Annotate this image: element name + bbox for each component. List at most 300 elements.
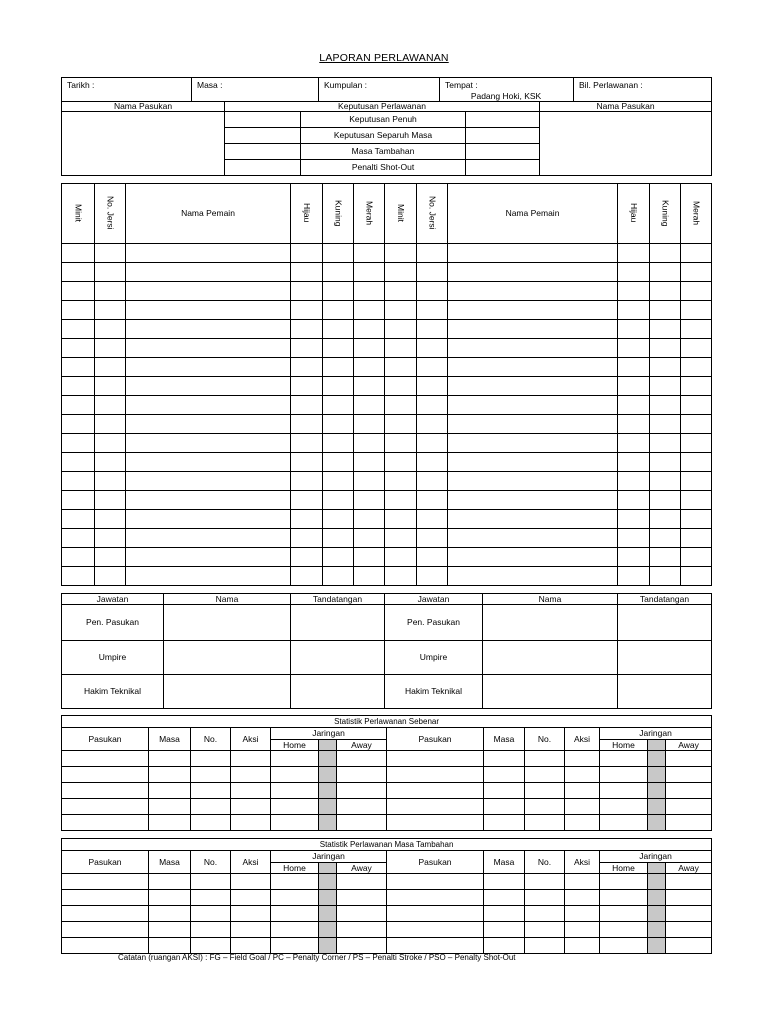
player-row — [62, 472, 712, 491]
right-no-cell — [525, 938, 565, 954]
right-no-cell — [525, 783, 565, 799]
right-merah-cell — [681, 358, 712, 377]
right-pasukan-cell — [387, 815, 484, 831]
left-merah-cell — [354, 320, 385, 339]
left-merah-cell — [354, 491, 385, 510]
right-minit-cell — [385, 529, 417, 548]
right-nama-pemain-cell — [448, 453, 618, 472]
right-kuning-cell — [650, 529, 681, 548]
score-right-cell — [466, 112, 540, 128]
left-home-cell — [271, 938, 319, 954]
signature-cell — [618, 675, 712, 709]
right-minit-cell — [385, 244, 417, 263]
masa-field: Masa : — [192, 78, 319, 102]
left-kuning-cell — [323, 339, 354, 358]
score-right-cell — [466, 128, 540, 144]
left-home-cell — [271, 815, 319, 831]
form-title: LAPORAN PERLAWANAN — [319, 52, 449, 64]
left-jersi-cell — [95, 510, 126, 529]
stats-table-regular — [61, 715, 712, 831]
left-merah-cell — [354, 263, 385, 282]
score-divider — [319, 815, 337, 831]
right-hijau-cell — [618, 320, 650, 339]
col-header-merah-label: Merah — [691, 200, 702, 225]
score-divider — [319, 767, 337, 783]
left-aksi-cell — [231, 938, 271, 954]
left-aksi-cell — [231, 751, 271, 767]
score-divider — [648, 783, 666, 799]
left-kuning-cell — [323, 510, 354, 529]
right-home-cell — [600, 799, 648, 815]
col-header-hijau — [291, 184, 323, 244]
left-home-cell — [271, 799, 319, 815]
left-masa-cell — [149, 751, 191, 767]
score-divider — [648, 874, 666, 890]
right-away-cell — [666, 890, 712, 906]
right-merah-cell — [681, 491, 712, 510]
right-kuning-cell — [650, 358, 681, 377]
right-home-cell — [600, 751, 648, 767]
right-hijau-cell — [618, 434, 650, 453]
stats-row — [62, 922, 712, 938]
col-header-merah — [681, 184, 712, 244]
right-jersi-cell — [417, 567, 448, 586]
col-header-tandatangan: Tandatangan — [291, 594, 385, 605]
col-header-jawatan: Jawatan — [62, 594, 164, 605]
signature-cell — [291, 675, 385, 709]
left-pasukan-cell — [62, 874, 149, 890]
left-away-cell — [337, 815, 387, 831]
left-jersi-cell — [95, 434, 126, 453]
player-row — [62, 453, 712, 472]
col-header-kuning — [323, 184, 354, 244]
right-hijau-cell — [618, 282, 650, 301]
right-merah-cell — [681, 396, 712, 415]
right-jersi-cell — [417, 453, 448, 472]
left-jersi-cell — [95, 339, 126, 358]
left-hijau-cell — [291, 282, 323, 301]
left-home-cell — [271, 922, 319, 938]
right-kuning-cell — [650, 548, 681, 567]
official-name-cell — [483, 605, 618, 641]
right-home-cell — [600, 922, 648, 938]
left-merah-cell — [354, 415, 385, 434]
col-header-home: Home — [271, 740, 319, 751]
right-aksi-cell — [565, 890, 600, 906]
left-minit-cell — [62, 244, 95, 263]
stats-row — [62, 874, 712, 890]
stats-title: Statistik Perlawanan Masa Tambahan — [62, 839, 712, 851]
col-header-minit-label: Minit — [395, 203, 406, 222]
official-name-cell — [483, 641, 618, 675]
right-merah-cell — [681, 282, 712, 301]
right-minit-cell — [385, 396, 417, 415]
right-merah-cell — [681, 377, 712, 396]
col-header-tandatangan: Tandatangan — [618, 594, 712, 605]
col-header-nama: Nama — [164, 594, 291, 605]
result-row-label: Keputusan Separuh Masa — [301, 128, 466, 144]
player-row — [62, 339, 712, 358]
right-masa-cell — [484, 815, 525, 831]
left-kuning-cell — [323, 472, 354, 491]
left-kuning-cell — [323, 529, 354, 548]
col-header-masa: Masa — [484, 851, 525, 874]
col-header-minit — [385, 184, 417, 244]
player-row — [62, 301, 712, 320]
right-hijau-cell — [618, 263, 650, 282]
col-header-merah-label: Merah — [364, 200, 375, 225]
right-away-cell — [666, 922, 712, 938]
left-merah-cell — [354, 453, 385, 472]
right-pasukan-cell — [387, 874, 484, 890]
right-merah-cell — [681, 567, 712, 586]
left-no-cell — [191, 890, 231, 906]
right-jersi-cell — [417, 263, 448, 282]
left-hijau-cell — [291, 320, 323, 339]
match-info-table — [61, 77, 712, 176]
left-jersi-cell — [95, 567, 126, 586]
official-name-cell — [164, 641, 291, 675]
col-header-home: Home — [600, 863, 648, 874]
right-kuning-cell — [650, 567, 681, 586]
stats-row — [62, 938, 712, 954]
stats-row — [62, 890, 712, 906]
left-hijau-cell — [291, 472, 323, 491]
left-jersi-cell — [95, 244, 126, 263]
score-right-cell — [466, 160, 540, 176]
left-hijau-cell — [291, 263, 323, 282]
right-no-cell — [525, 874, 565, 890]
right-minit-cell — [385, 339, 417, 358]
left-masa-cell — [149, 922, 191, 938]
left-jersi-cell — [95, 282, 126, 301]
right-jersi-cell — [417, 377, 448, 396]
tarikh-field: Tarikh : — [62, 78, 192, 102]
left-minit-cell — [62, 548, 95, 567]
right-nama-pemain-cell — [448, 396, 618, 415]
col-header-aksi: Aksi — [231, 728, 271, 751]
player-row — [62, 529, 712, 548]
left-kuning-cell — [323, 377, 354, 396]
col-header-hijau — [618, 184, 650, 244]
right-masa-cell — [484, 906, 525, 922]
right-home-cell — [600, 906, 648, 922]
left-kuning-cell — [323, 282, 354, 301]
left-nama-pemain-cell — [126, 377, 291, 396]
left-jersi-cell — [95, 415, 126, 434]
col-header-masa: Masa — [149, 851, 191, 874]
score-divider — [319, 740, 337, 751]
score-left-cell — [225, 160, 301, 176]
left-jersi-cell — [95, 472, 126, 491]
left-nama-pemain-cell — [126, 282, 291, 301]
left-merah-cell — [354, 529, 385, 548]
left-merah-cell — [354, 377, 385, 396]
left-pasukan-cell — [62, 751, 149, 767]
tempat-label: Tempat : — [445, 80, 478, 90]
right-masa-cell — [484, 922, 525, 938]
col-header-no: No. — [525, 728, 565, 751]
signature-cell — [618, 605, 712, 641]
left-kuning-cell — [323, 434, 354, 453]
left-merah-cell — [354, 301, 385, 320]
left-aksi-cell — [231, 922, 271, 938]
score-divider — [319, 799, 337, 815]
left-aksi-cell — [231, 767, 271, 783]
footer-note: Catatan (ruangan AKSI) : FG – Field Goal / PC – Penalty Corner / PS – Penalti Stroke / PSO – Penalty Shot-Out — [118, 953, 516, 962]
team-right-name-box — [540, 112, 712, 176]
left-minit-cell — [62, 377, 95, 396]
right-pasukan-cell — [387, 783, 484, 799]
left-jersi-cell — [95, 453, 126, 472]
col-header-hijau-label: Hijau — [628, 203, 639, 223]
official-name-cell — [483, 675, 618, 709]
right-no-cell — [525, 767, 565, 783]
left-jersi-cell — [95, 320, 126, 339]
right-jersi-cell — [417, 339, 448, 358]
right-minit-cell — [385, 263, 417, 282]
right-jersi-cell — [417, 396, 448, 415]
right-minit-cell — [385, 491, 417, 510]
right-home-cell — [600, 767, 648, 783]
score-divider — [319, 874, 337, 890]
right-merah-cell — [681, 548, 712, 567]
left-minit-cell — [62, 263, 95, 282]
left-merah-cell — [354, 472, 385, 491]
players-table — [61, 183, 712, 586]
right-kuning-cell — [650, 396, 681, 415]
left-no-cell — [191, 783, 231, 799]
stats-row — [62, 906, 712, 922]
right-nama-pemain-cell — [448, 529, 618, 548]
result-row-label: Penalti Shot-Out — [301, 160, 466, 176]
left-pasukan-cell — [62, 938, 149, 954]
result-header: Keputusan Perlawanan — [225, 102, 540, 112]
score-divider — [319, 906, 337, 922]
left-nama-pemain-cell — [126, 358, 291, 377]
left-nama-pemain-cell — [126, 529, 291, 548]
right-masa-cell — [484, 938, 525, 954]
right-jersi-cell — [417, 510, 448, 529]
right-masa-cell — [484, 890, 525, 906]
right-away-cell — [666, 767, 712, 783]
left-aksi-cell — [231, 906, 271, 922]
right-minit-cell — [385, 453, 417, 472]
right-aksi-cell — [565, 874, 600, 890]
col-header-pasukan: Pasukan — [62, 851, 149, 874]
left-masa-cell — [149, 783, 191, 799]
stats-table-extra-time — [61, 838, 712, 954]
right-nama-pemain-cell — [448, 377, 618, 396]
left-minit-cell — [62, 358, 95, 377]
left-hijau-cell — [291, 339, 323, 358]
col-header-home: Home — [271, 863, 319, 874]
left-merah-cell — [354, 510, 385, 529]
role-umpire: Umpire — [385, 641, 483, 675]
left-pasukan-cell — [62, 783, 149, 799]
right-home-cell — [600, 815, 648, 831]
right-nama-pemain-cell — [448, 491, 618, 510]
right-minit-cell — [385, 510, 417, 529]
right-jersi-cell — [417, 415, 448, 434]
right-away-cell — [666, 938, 712, 954]
signature-cell — [291, 605, 385, 641]
left-minit-cell — [62, 453, 95, 472]
left-minit-cell — [62, 415, 95, 434]
left-home-cell — [271, 890, 319, 906]
stats-title: Statistik Perlawanan Sebenar — [62, 716, 712, 728]
col-header-minit-label: Minit — [73, 203, 84, 222]
left-kuning-cell — [323, 396, 354, 415]
right-jersi-cell — [417, 529, 448, 548]
signature-cell — [618, 641, 712, 675]
left-nama-pemain-cell — [126, 415, 291, 434]
right-jersi-cell — [417, 434, 448, 453]
col-header-aksi: Aksi — [565, 728, 600, 751]
left-nama-pemain-cell — [126, 453, 291, 472]
col-header-pasukan: Pasukan — [387, 728, 484, 751]
right-aksi-cell — [565, 799, 600, 815]
left-masa-cell — [149, 799, 191, 815]
team-left-name-box — [62, 112, 225, 176]
right-no-cell — [525, 751, 565, 767]
right-nama-pemain-cell — [448, 339, 618, 358]
left-hijau-cell — [291, 244, 323, 263]
result-row-label: Keputusan Penuh — [301, 112, 466, 128]
score-divider — [648, 815, 666, 831]
left-merah-cell — [354, 282, 385, 301]
right-aksi-cell — [565, 815, 600, 831]
col-header-jersi — [417, 184, 448, 244]
left-no-cell — [191, 938, 231, 954]
right-jersi-cell — [417, 282, 448, 301]
role-hakim-teknikal: Hakim Teknikal — [62, 675, 164, 709]
right-away-cell — [666, 874, 712, 890]
right-nama-pemain-cell — [448, 548, 618, 567]
score-divider — [648, 799, 666, 815]
left-home-cell — [271, 783, 319, 799]
left-kuning-cell — [323, 301, 354, 320]
right-hijau-cell — [618, 301, 650, 320]
role-pen-pasukan: Pen. Pasukan — [385, 605, 483, 641]
right-nama-pemain-cell — [448, 282, 618, 301]
left-aksi-cell — [231, 799, 271, 815]
player-row — [62, 282, 712, 301]
left-jersi-cell — [95, 358, 126, 377]
stats-row — [62, 751, 712, 767]
left-nama-pemain-cell — [126, 339, 291, 358]
left-home-cell — [271, 906, 319, 922]
right-kuning-cell — [650, 415, 681, 434]
col-header-jaringan: Jaringan — [271, 728, 387, 740]
left-away-cell — [337, 890, 387, 906]
player-row — [62, 263, 712, 282]
left-merah-cell — [354, 396, 385, 415]
player-row — [62, 320, 712, 339]
left-kuning-cell — [323, 548, 354, 567]
right-away-cell — [666, 799, 712, 815]
left-no-cell — [191, 874, 231, 890]
right-hijau-cell — [618, 244, 650, 263]
col-header-no: No. — [191, 851, 231, 874]
right-merah-cell — [681, 339, 712, 358]
player-row — [62, 548, 712, 567]
left-hijau-cell — [291, 377, 323, 396]
left-hijau-cell — [291, 491, 323, 510]
left-kuning-cell — [323, 358, 354, 377]
right-no-cell — [525, 906, 565, 922]
left-pasukan-cell — [62, 815, 149, 831]
tempat-value: Padang Hoki, KSK — [470, 90, 542, 101]
left-pasukan-cell — [62, 767, 149, 783]
left-pasukan-cell — [62, 906, 149, 922]
left-away-cell — [337, 906, 387, 922]
score-divider — [319, 938, 337, 954]
right-merah-cell — [681, 415, 712, 434]
right-home-cell — [600, 890, 648, 906]
kumpulan-field: Kumpulan : — [319, 78, 440, 102]
left-hijau-cell — [291, 301, 323, 320]
right-minit-cell — [385, 567, 417, 586]
right-home-cell — [600, 938, 648, 954]
right-hijau-cell — [618, 377, 650, 396]
left-merah-cell — [354, 244, 385, 263]
right-jersi-cell — [417, 358, 448, 377]
right-away-cell — [666, 906, 712, 922]
left-aksi-cell — [231, 874, 271, 890]
stats-row — [62, 799, 712, 815]
score-divider — [319, 783, 337, 799]
right-pasukan-cell — [387, 767, 484, 783]
right-away-cell — [666, 783, 712, 799]
left-hijau-cell — [291, 567, 323, 586]
left-no-cell — [191, 751, 231, 767]
left-hijau-cell — [291, 548, 323, 567]
right-aksi-cell — [565, 938, 600, 954]
right-no-cell — [525, 799, 565, 815]
col-header-nama-pemain: Nama Pemain — [448, 184, 618, 244]
right-kuning-cell — [650, 377, 681, 396]
left-masa-cell — [149, 874, 191, 890]
right-hijau-cell — [618, 415, 650, 434]
right-merah-cell — [681, 320, 712, 339]
right-kuning-cell — [650, 282, 681, 301]
right-aksi-cell — [565, 767, 600, 783]
role-umpire: Umpire — [62, 641, 164, 675]
right-masa-cell — [484, 767, 525, 783]
right-minit-cell — [385, 282, 417, 301]
right-kuning-cell — [650, 339, 681, 358]
right-away-cell — [666, 751, 712, 767]
left-masa-cell — [149, 767, 191, 783]
score-divider — [648, 906, 666, 922]
col-header-jersi-label: No. Jersi — [105, 195, 116, 230]
right-pasukan-cell — [387, 922, 484, 938]
right-merah-cell — [681, 263, 712, 282]
right-jersi-cell — [417, 301, 448, 320]
col-header-kuning — [650, 184, 681, 244]
score-divider — [319, 863, 337, 874]
left-hijau-cell — [291, 396, 323, 415]
col-header-merah — [354, 184, 385, 244]
right-nama-pemain-cell — [448, 263, 618, 282]
right-merah-cell — [681, 434, 712, 453]
score-left-cell — [225, 128, 301, 144]
col-header-jersi-label: No. Jersi — [427, 195, 438, 230]
right-aksi-cell — [565, 922, 600, 938]
right-aksi-cell — [565, 783, 600, 799]
left-merah-cell — [354, 339, 385, 358]
